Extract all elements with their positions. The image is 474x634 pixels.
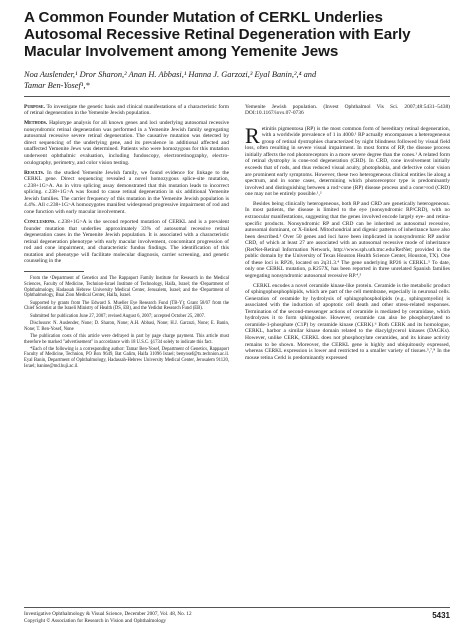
page-footer xyxy=(24,607,450,624)
abstract-text: Haplotype analysis for all known genes and loci underlying autosomal recessive nonsyndromic retinal degeneration was performed in a Yemenite Jewish family segregating autosomal recessive severe retinal degeneration. The causative mutation was detected by direct sequencing of the underlying gene, and its prevalence in additional affected and unaffected Yemenite Jews was determined. Patients who were homozygous for this mutation underwent ophthalmic evaluation, including fundoscopy, electroretinography, electro-oculography, perimetry, and color vision testing. xyxy=(24,120,229,166)
footnote-correspondence: *Each of the following is a corresponding author: Tamar Ben-Yosef, Department of Genetics, Rappaport Faculty of Medicine, Technion, PO Box 9649, Bat Galim, Haifa 31096 Israel; benyosef@tx.technion.ac.il. Eyal Banin, Department of Ophthalmology, Hadassah-Hebrew University Medical Center, Jerusalem 91120, Israel; banine@md.huji.ac.il. xyxy=(24,346,229,370)
abstract-continuation: Yemenite Jewish population. (Invest Ophthalmol Vis Sci. 2007;48:5431–5438) DOI:10.1167/iovs.07-0736 xyxy=(245,103,450,117)
abstract-conclusions xyxy=(24,219,229,265)
footnote-disclosure: Disclosure: N. Auslender, None; D. Sharon, None; A.H. Abbasi, None; H.J. Garzozi, None; E. Banin, None; T. Ben-Yosef, None xyxy=(24,320,229,332)
journal-citation: Investigative Ophthalmology & Visual Science, December 2007, Vol. 48, No. 12 xyxy=(24,611,192,617)
abstract-label: Methods. xyxy=(24,120,48,127)
left-column xyxy=(24,104,229,372)
right-column xyxy=(245,104,450,372)
abstract-text: c.238+1G>A is the second reported mutation of CERKL and is a prevalent founder mutation that underlies approximately 33% of autosomal recessive retinal degeneration cases in the Yemenite Jewish population. It is associated with a characteristic retinal degeneration phenotype with early macular involvement, concomitant progression of rod and cone impairment, and characteristic fundus findings. The identification of this mutation and phenotype will facilitate molecular diagnosis, carrier screening, and genetic counseling in the xyxy=(24,219,229,265)
article-title: A Common Founder Mutation of CERKL Underlies Autosomal Recessive Retinal Degeneration with Early Macular Involvement among Yemenite Jews xyxy=(24,9,411,61)
body-paragraph: Besides being clinically heterogeneous, both RP and CRD are genetically heterogeneous. In most patients, the disease is limited to the eye (nonsyndromic RP/CRD), with no extraocular manifestations, suggesting that the genes involved encode largely eye- and retina-specific products. Nonsyndromic RP and CRD can be inherited as autosomal recessive, autosomal dominant, or X-linked. Mitochondrial and digenic patterns of inheritance have also been described.³ Over 50 genes and loci have been implicated in nonsyndromic RP and/or CRD, of which at least 27 are associated with an autosomal recessive mode of inheritance (RetNet-Retinal Information Network, http://www.sph.uth.tmc.edu/RetNet; provided in the public domain by the University of Texas Houston Health Science Center, Houston, TX). One of these loci is RP26, located on 2q31.3.⁴ The gene underlying RP26 is CERKL.⁵ To date, only one CERKL mutation, p.R257X, has been reported in three unrelated Spanish families segregating nonsyndromic autosomal recessive RP.⁴,⁵ xyxy=(245,200,450,279)
body-paragraph: CERKL encodes a novel ceramide kinase-like protein. Ceramide is the metabolic product of sphingophosphophipids, which are part of the cell membrane, especially in neuronal cells. Generation of ceramide by hydrolysis of sphingophospholipids (e.g., sphingomyelin) is associated with the induction of apoptotic cell death and other stress-related responses. Termination of the second-messenger actions of ceramide is mediated by ceramidase, which hydrolyzes it to form sphingosine. However, ceramide can also be phosphorylated to ceramide-1-phosphate (C1P) by ceramide kinase (CERK).⁶ Both CERK and its homologue, CERKL, harbor a similar kinase domain related to the diacylglycerol kinases (DAGKs). However, unlike CERK, CERKL does not phosphorylate ceramides, and its kinase activity remains to be shown. Moreover, the CERKL gene is highly and ubiquitously expressed, whereas CERKL expression is lower and restricted to a smaller variety of tissues.⁵,⁷,⁸ In the mouse retina Cerkl is predominantly expressed xyxy=(245,282,450,361)
abstract-purpose xyxy=(24,104,229,117)
footnotes xyxy=(24,276,229,370)
abstract-text: To investigate the genetic basis and clinical manifestations of a characteristic form of retinal degeneration in the Yemenite Jewish population. xyxy=(24,103,229,117)
copyright-notice: Copyright © Association for Research in Vision and Ophthalmology xyxy=(24,617,167,624)
title-rule xyxy=(24,96,450,97)
abstract-label: Conclusions. xyxy=(24,219,56,226)
body-paragraph xyxy=(245,122,450,198)
author-line-1: Noa Auslender,¹ Dror Sharon,² Anan H. Abbasi,¹ Hanna J. Garzozi,³ Eyal Banin,²,⁴ and xyxy=(24,69,317,79)
footnote-costs: The publication costs of this article were defrayed in part by page charge payment. This article must therefore be marked "advertisement" in accordance with 18 U.S.C. §1734 solely to indicate this fact. xyxy=(24,333,229,345)
abstract xyxy=(24,104,229,265)
abstract-methods xyxy=(24,120,229,166)
footnote-affiliations: From the ¹Department of Genetics and The Rappaport Family Institute for Research in the Medical Sciences, Faculty of Medicine, Technion-Israel Institute of Technology, Haifa, Israel; the ²Department of Ophthalmology, Hadassah Hebrew University Medical Center, Jerusalem, Israel; and the ³Department of Ophthalmology, Bnai Zion Medical Center, Haifa, Israel. xyxy=(24,275,229,299)
abstract-text: In the studied Yemenite Jewish family, we found evidence for linkage to the CERKL gene. Direct sequencing revealed a novel homozygous splice-site mutation, c.238+1G>A. An in vitro splicing assay demonstrated that this mutation leads to incorrect splicing. c.238+1G>A was found to cause retinal degeneration in six additional Yemenite Jewish families. The carrier frequency of this mutation in the Yemenite Jewish population is 4.4%. All c.238+1G>A homozygotes manifest widespread progressive impairment of rod and cone function with early macular involvement. xyxy=(24,169,229,215)
author-line-2: Tamar Ben-Yosef¹,* xyxy=(24,80,90,90)
footnote-rule xyxy=(24,271,84,272)
abstract-label: Purpose. xyxy=(24,103,45,110)
drop-cap: R xyxy=(245,122,260,148)
abstract-label: Results. xyxy=(24,169,45,176)
footnote-funding: Supported by grants from The Edward S. Mueller Eye Research Fund (TB-Y); Grant 58/07 from the Chief Scientist at the Israeli Ministry of Health (DS, EB), and the Yedidut Research Fund (EB). xyxy=(24,300,229,312)
body-text: etinitis pigmentosa (RP) is the most common form of hereditary retinal degeneration, with a worldwide prevalence of 1 in 4000.¹ RP actually encompasses a heterogeneous group of retinal dystrophies characterized by night blindness followed by visual field loss, often resulting in severe visual impairment. In most forms of RP, the disease process initially affects the rod photoreceptors in a more severe degree than the cones.¹ A related form of retinal dystrophy is cone-rod degeneration (CRD). In CRD, cone involvement initially exceeds that of rods, and thus reduced visual acuity, photophobia, and defective color vision are prominent early symptoms. However, these two heterogeneous clinical entities lie along a spectrum, and in some cases, determining which photoreceptor type is predominantly involved and distinguishing between a rod>cone (RP) disease process and a cone>rod (CRD) one may not be entirely possible.¹,² xyxy=(245,125,450,198)
two-column-body xyxy=(24,104,450,372)
abstract-results xyxy=(24,170,229,216)
page-number: 5431 xyxy=(432,611,450,620)
footnote-dates: Submitted for publication June 27, 2007; revised August 6, 2007; accepted October 25, 2007. xyxy=(30,313,206,319)
author-list xyxy=(24,69,450,91)
